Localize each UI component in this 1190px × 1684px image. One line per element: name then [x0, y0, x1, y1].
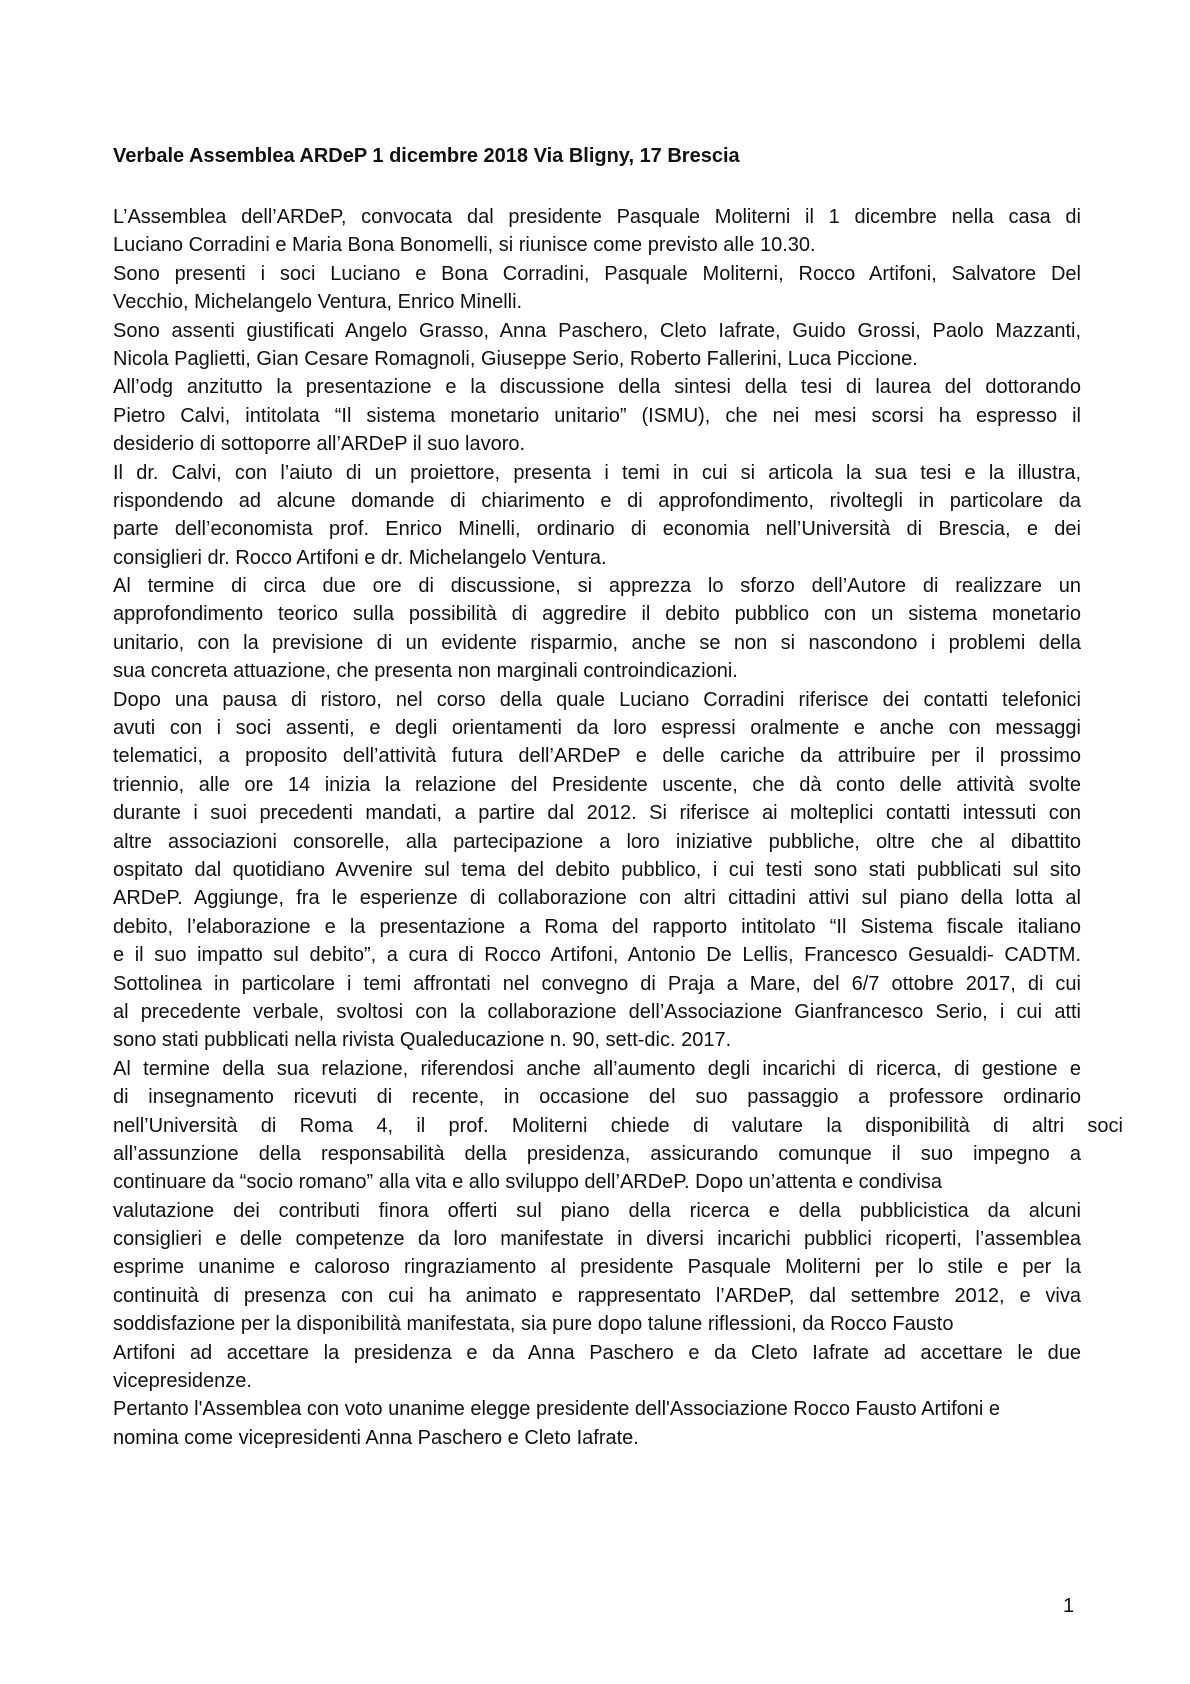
text-line: sua concreta attuazione, che presenta non marginali controindicazioni. [113, 660, 738, 683]
text-line: Il dr. Calvi, con l’aiuto di un proiettore, presenta i temi in cui si articola la sua tesi e la illustra, [113, 461, 1081, 484]
text-line: ospitato dal quotidiano Avvenire sul tema del debito pubblico, i cui testi sono stati pubblicati sul sito [113, 858, 1081, 881]
minutes-body [113, 203, 1123, 1452]
document-title: Verbale Assemblea ARDeP 1 dicembre 2018 Via Bligny, 17 Brescia [113, 145, 740, 167]
text-line: sono stati pubblicati nella rivista Qualeducazione n. 90, sett-dic. 2017. [113, 1029, 732, 1052]
text-line: consiglieri e delle competenze da loro manifestate in diversi incarichi pubblici ricoperti, l’assemblea [113, 1228, 1081, 1251]
text-line: avuti con i soci assenti, e degli orientamenti da loro espressi oralmente e anche con messaggi [113, 717, 1081, 740]
text-line: all’assunzione della responsabilità della presidenza, assicurando comunque il suo impegno a [113, 1142, 1081, 1165]
text-line: desiderio di sottoporre all’ARDeP il suo lavoro. [113, 433, 526, 456]
text-line: Artifoni ad accettare la presidenza e da Anna Paschero e da Cleto Iafrate ad accettare le due [113, 1341, 1081, 1364]
text-line: al precedente verbale, svoltosi con la collaborazione dell’Associazione Gianfrancesco Serio, i cui atti [113, 1000, 1081, 1023]
text-line: vicepresidenze. [113, 1370, 252, 1393]
text-line: triennio, alle ore 14 inizia la relazione del Presidente uscente, che dà conto delle attività svolte [113, 773, 1081, 796]
text-line: Pertanto l'Assemblea con voto unanime elegge presidente dell'Associazione Rocco Fausto Artifoni e [113, 1398, 1001, 1421]
text-line: Sono presenti i soci Luciano e Bona Corradini, Pasquale Moliterni, Rocco Artifoni, Salvatore Del [113, 262, 1081, 285]
text-line: Al termine di circa due ore di discussione, si apprezza lo sforzo dell’Autore di realizzare un [113, 575, 1081, 598]
text-line: L’Assemblea dell’ARDeP, convocata dal presidente Pasquale Moliterni il 1 dicembre nella casa di [113, 206, 1081, 228]
text-line: rispondendo ad alcune domande di chiarimento e di approfondimento, rivoltegli in particolare da [113, 489, 1081, 512]
text-line: Dopo una pausa di ristoro, nel corso della quale Luciano Corradini riferisce dei contatti telefonici [113, 688, 1081, 711]
text-line: nell’Università di Roma 4, il prof. Moliterni chiede di valutare la disponibilità di altri soci [113, 1114, 1123, 1137]
text-line: e il suo impatto sul debito”, a cura di Rocco Artifoni, Antonio De Lellis, Francesco Gesualdi- CADTM. [113, 944, 1081, 967]
text-line: altre associazioni consorelle, alla partecipazione a loro iniziative pubbliche, oltre che al dibattito [113, 830, 1081, 853]
text-line: nomina come vicepresidenti Anna Paschero e Cleto Iafrate. [113, 1426, 639, 1449]
text-line: Pietro Calvi, intitolata “Il sistema monetario unitario” (ISMU), che nei mesi scorsi ha espresso il [113, 404, 1081, 427]
text-line: Al termine della sua relazione, riferendosi anche all’aumento degli incarichi di ricerca, di gestione e [113, 1057, 1081, 1080]
page-number: 1 [1063, 1595, 1075, 1617]
text-line: durante i suoi precedenti mandati, a partire dal 2012. Si riferisce ai molteplici contatti intessuti con [113, 802, 1081, 825]
text-line: di insegnamento ricevuti di recente, in occasione del suo passaggio a professore ordinario [113, 1086, 1081, 1109]
text-line: Vecchio, Michelangelo Ventura, Enrico Minelli. [113, 291, 523, 314]
text-line: debito, l’elaborazione e la presentazione a Roma del rapporto intitolato “Il Sistema fiscale italiano [113, 915, 1081, 938]
text-line: Sottolinea in particolare i temi affrontati nel convegno di Praja a Mare, del 6/7 ottobre 2017, di cui [113, 972, 1081, 995]
text-line: valutazione dei contributi finora offerti sul piano della ricerca e della pubblicistica da alcuni [113, 1199, 1081, 1222]
text-line: All’odg anzitutto la presentazione e la discussione della sintesi della tesi di laurea del dottorando [113, 376, 1081, 399]
text-line: Nicola Paglietti, Gian Cesare Romagnoli, Giuseppe Serio, Roberto Fallerini, Luca Piccione. [113, 347, 918, 370]
text-line: Luciano Corradini e Maria Bona Bonomelli, si riunisce come previsto alle 10.30. [113, 234, 816, 257]
text-line: telematici, a proposito dell’attività futura dell’ARDeP e delle cariche da attribuire per il prossimo [113, 745, 1081, 768]
text-line: soddisfazione per la disponibilità manifestata, sia pure dopo talune riflessioni, da Rocco Fausto [113, 1313, 954, 1336]
text-line: approfondimento teorico sulla possibilità di aggredire il debito pubblico con un sistema monetario [113, 603, 1081, 626]
text-line: Sono assenti giustificati Angelo Grasso, Anna Paschero, Cleto Iafrate, Guido Grossi, Paolo Mazzanti, [113, 319, 1081, 342]
text-line: consiglieri dr. Rocco Artifoni e dr. Michelangelo Ventura. [113, 546, 607, 569]
text-line: unitario, con la previsione di un evidente risparmio, anche se non si nascondono i problemi della [113, 631, 1081, 654]
text-line: ARDeP. Aggiunge, fra le esperienze di collaborazione con altri cittadini attivi sul piano della lotta al [113, 887, 1081, 910]
text-line: continuare da “socio romano” alla vita e allo sviluppo dell’ARDeP. Dopo un’attenta e condivisa [113, 1171, 943, 1194]
text-line: parte dell’economista prof. Enrico Minelli, ordinario di economia nell’Università di Brescia, e dei [113, 518, 1081, 541]
text-line: continuità di presenza con cui ha animato e rappresentato l’ARDeP, dal settembre 2012, e viva [113, 1284, 1081, 1307]
text-line: esprime unanime e caloroso ringraziamento al presidente Pasquale Moliterni per lo stile e per la [113, 1256, 1081, 1279]
